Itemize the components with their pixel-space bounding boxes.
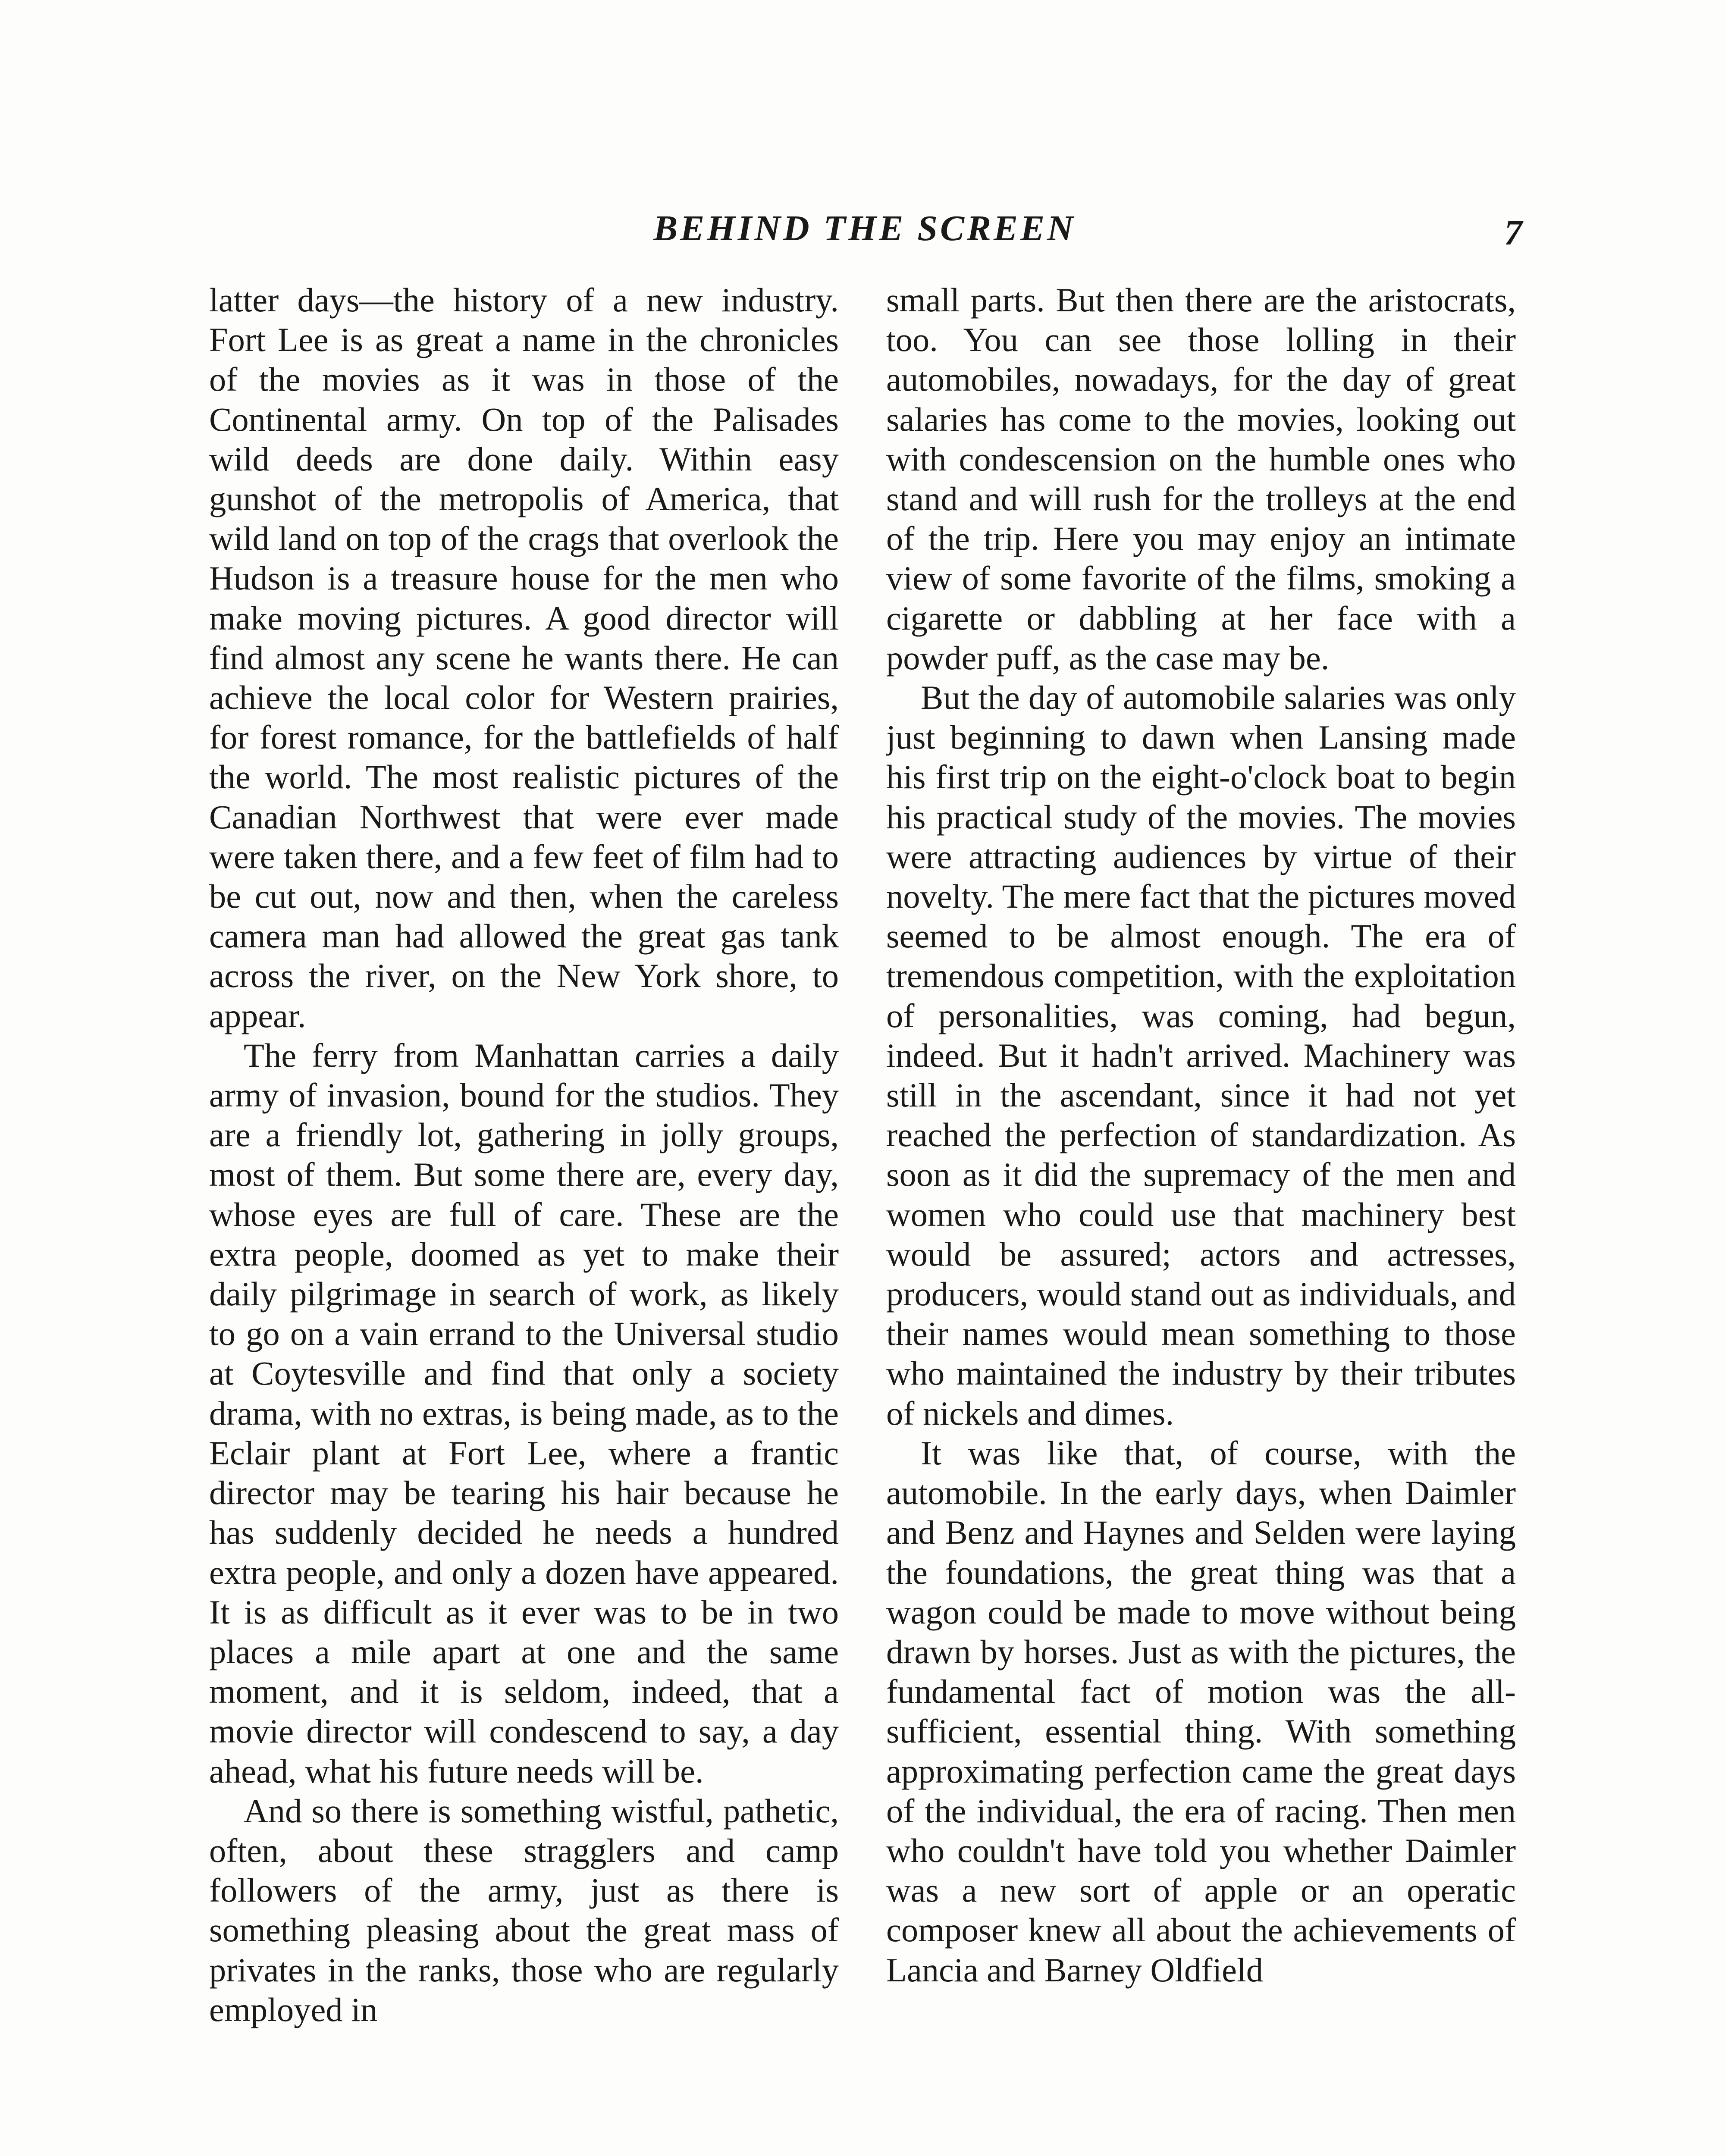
paragraph: It was like that, of course, with the automobile. In the early days, when Daimler and Benz and Haynes and Selden were laying the foundations, the great thing was that a wagon could be made to move without being drawn by horses. Just as with the pictures, the fundamental fact of motion was the all-sufficient, essential thing. With something approximating perfection came the great days of the individual, the era of racing. Then men who couldn't have told you whether Daimler was a new sort of apple or an operatic composer knew all about the achievements of Lancia and Barney Oldfield bbox=[886, 1434, 1516, 1989]
paragraph: small parts. But then there are the aristocrats, too. You can see those lolling in their automobiles, nowadays, for the day of great salaries has come to the movies, looking out with condescension on the humble ones who stand and will rush for the trolleys at the end of the trip. Here you may enjoy an intimate view of some favorite of the films, smoking a cigarette or dabbling at her face with a powder puff, as the case may be. bbox=[886, 281, 1516, 677]
page-number: 7 bbox=[1504, 213, 1522, 253]
page-header-title: BEHIND THE SCREEN bbox=[653, 208, 1076, 248]
paragraph: latter days—the history of a new industry. Fort Lee is as great a name in the chronicles of the movies as it was in those of the Continental army. On top of the Palisades wild deeds are done daily. Within easy gunshot of the metropolis of America, that wild land on top of the crags that overlook the Hudson is a treasure house for the men who make moving pictures. A good director will find almost any scene he wants there. He can achieve the local color for Western prairies, for forest romance, for the battlefields of half the world. The most realistic pictures of the Canadian Northwest that were ever made were taken there, and a few feet of film had to be cut out, now and then, when the careless camera man had allowed the great gas tank across the river, on the New York shore, to appear. bbox=[209, 281, 839, 1034]
running-head bbox=[207, 203, 1522, 263]
right-column bbox=[886, 280, 1516, 2156]
paragraph: And so there is something wistful, pathetic, often, about these stragglers and camp followers of the army, just as there is something pleasing about the great mass of privates in the ranks, those who are regularly employed in bbox=[209, 1792, 839, 2028]
paragraph: The ferry from Manhattan carries a daily army of invasion, bound for the studios. They are a friendly lot, gathering in jolly groups, most of them. But some there are, every day, whose eyes are full of care. These are the extra people, doomed as yet to make their daily pilgrimage in search of work, as likely to go on a vain errand to the Universal studio at Coytesville and find that only a society drama, with no extras, is being made, as to the Eclair plant at Fort Lee, where a frantic director may be tearing his hair because he has suddenly decided he needs a hundred extra people, and only a dozen have appeared. It is as difficult as it ever was to be in two places a mile apart at one and the same moment, and it is seldom, indeed, that a movie director will condescend to say, a day ahead, what his future needs will be. bbox=[209, 1036, 839, 1790]
left-column bbox=[209, 280, 839, 2156]
paragraph: But the day of automobile salaries was only just beginning to dawn when Lansing made his first trip on the eight-o'clock boat to begin his practical study of the movies. The movies were attracting audiences by virtue of their novelty. The mere fact that the pictures moved seemed to be almost enough. The era of tremendous competition, with the exploitation of personalities, was coming, had begun, indeed. But it hadn't arrived. Machinery was still in the ascendant, since it had not yet reached the perfection of standardization. As soon as it did the supremacy of the men and women who could use that machinery best would be assured; actors and actresses, producers, would stand out as individuals, and their names would mean something to those who maintained the industry by their tributes of nickels and dimes. bbox=[886, 679, 1516, 1432]
